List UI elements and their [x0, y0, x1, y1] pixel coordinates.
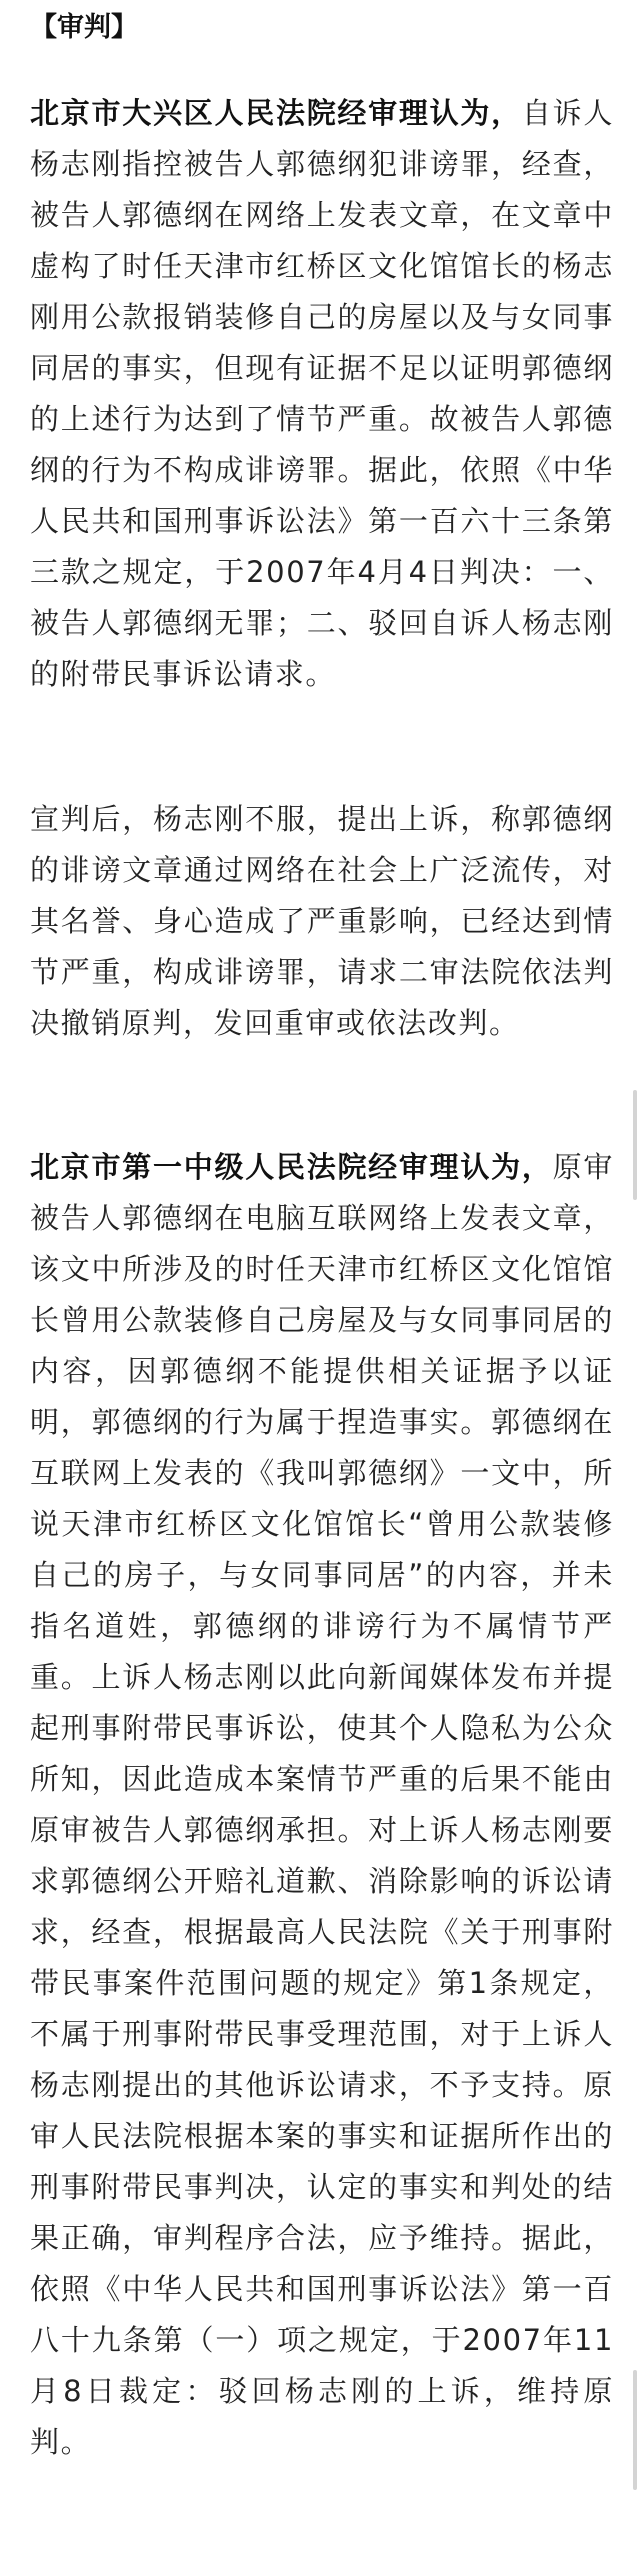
paragraph-second-instance-ruling	[30, 1142, 614, 2468]
paragraph-body: 宣判后，杨志刚不服，提出上诉，称郭德纲的诽谤文章通过网络在社会上广泛流传，对其名誉、身心造成了严重影响，已经达到情节严重，构成诽谤罪，请求二审法院依法判决撤销原判，发回重审或依法改判。	[30, 802, 614, 1040]
paragraph-body: 原审被告人郭德纲在电脑互联网络上发表文章，该文中所涉及的时任天津市红桥区文化馆馆长曾用公款装修自己房屋及与女同事同居的内容，因郭德纲不能提供相关证据予以证明，郭德纲的行为属于捏造事实。郭德纲在互联网上发表的《我叫郭德纲》一文中，所说天津市红桥区文化馆馆长“曾用公款装修自己的房子，与女同事同居”的内容，并未指名道姓，郭德纲的诽谤行为不属情节严重。上诉人杨志刚以此向新闻媒体发布并提起刑事附带民事诉讼，使其个人隐私为公众所知，因此造成本案情节严重的后果不能由原审被告人郭德纲承担。对上诉人杨志刚要求郭德纲公开赔礼道歉、消除影响的诉讼请求，经查，根据最高人民法院《关于刑事附带民事案件范围问题的规定》第1条规定，不属于刑事附带民事受理范围，对于上诉人杨志刚提出的其他诉讼请求，不予支持。原审人民法院根据本案的事实和证据所作出的刑事附带民事判决，认定的事实和判处的结果正确，审判程序合法，应予维持。据此，依照《中华人民共和国刑事诉讼法》第一百八十九条第（一）项之规定，于2007年11月8日裁定：驳回杨志刚的上诉，维持原判。	[30, 1150, 615, 2459]
paragraph-appeal	[30, 794, 614, 1049]
scroll-indicator-upper[interactable]	[633, 1090, 637, 1200]
paragraph-body: 自诉人杨志刚指控被告人郭德纲犯诽谤罪，经查，被告人郭德纲在网络上发表文章，在文章中虚构了时任天津市红桥区文化馆馆长的杨志刚用公款报销装修自己的房屋以及与女同事同居的事实，但现有证据不足以证明郭德纲的上述行为达到了情节严重。故被告人郭德纲的行为不构成诽谤罪。据此，依照《中华人民共和国刑事诉讼法》第一百六十三条第三款之规定，于2007年4月4日判决：一、被告人郭德纲无罪；二、驳回自诉人杨志刚的附带民事诉讼请求。	[30, 96, 614, 691]
scroll-indicator-lower[interactable]	[633, 2370, 637, 2490]
paragraph-lead: 北京市第一中级人民法院经审理认为，	[30, 1150, 553, 1184]
paragraph-first-instance-ruling	[30, 88, 614, 700]
paragraph-lead: 北京市大兴区人民法院经审理认为，	[30, 96, 522, 130]
section-heading: 【审判】	[30, 12, 138, 43]
